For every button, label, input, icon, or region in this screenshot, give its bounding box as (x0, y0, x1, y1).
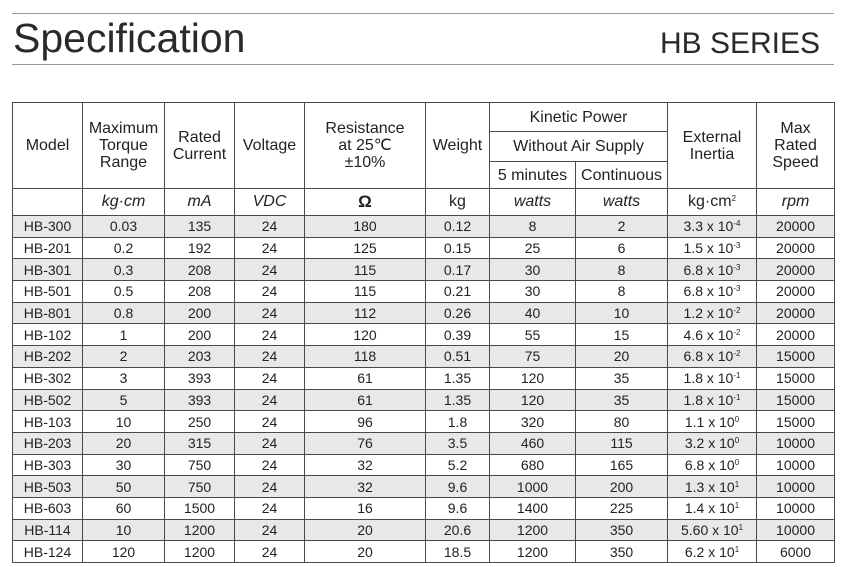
cell-inertia (668, 259, 757, 281)
cell-model: HB-303 (13, 454, 83, 476)
unit-inertia (668, 189, 757, 216)
cell-current: 250 (165, 411, 235, 433)
cell-torque: 0.03 (83, 216, 165, 238)
spec-table (12, 102, 835, 563)
cell-current: 393 (165, 367, 235, 389)
cell-resistance: 115 (305, 259, 426, 281)
inertia-base: 4.6 x 10 (683, 326, 734, 343)
cell-weight: 20.6 (426, 519, 490, 541)
cell-model: HB-203 (13, 432, 83, 454)
inertia-base: 1.4 x 10 (684, 500, 735, 517)
cell-current: 1500 (165, 497, 235, 519)
inertia-exponent: -4 (733, 219, 741, 229)
cell-voltage: 24 (235, 216, 305, 238)
col-inertia: External Inertia (668, 103, 757, 189)
inertia-exponent: -3 (733, 262, 741, 272)
cell-resistance: 32 (305, 476, 426, 498)
cell-power-5min: 1400 (490, 497, 576, 519)
cell-weight: 0.15 (426, 237, 490, 259)
cell-resistance: 20 (305, 541, 426, 563)
cell-weight: 0.21 (426, 281, 490, 303)
inertia-base: 6.8 x 10 (683, 261, 734, 278)
cell-inertia (668, 519, 757, 541)
cell-model: HB-302 (13, 367, 83, 389)
inertia-base: 5.60 x 10 (680, 521, 739, 538)
cell-power-5min: 120 (490, 367, 576, 389)
cell-speed: 20000 (757, 216, 835, 238)
unit-five-min: watts (490, 189, 576, 216)
table-row (13, 497, 835, 519)
unit-weight: kg (426, 189, 490, 216)
unit-inertia-base: kg·cm (688, 193, 732, 210)
col-five-min: 5 minutes (490, 162, 576, 189)
cell-weight: 1.8 (426, 411, 490, 433)
cell-weight: 1.35 (426, 389, 490, 411)
col-torque: Maximum Torque Range (83, 103, 165, 189)
cell-model: HB-103 (13, 411, 83, 433)
spec-table-body (13, 216, 835, 563)
inertia-exponent: -2 (733, 327, 741, 337)
cell-torque: 10 (83, 411, 165, 433)
cell-power-continuous: 8 (576, 281, 668, 303)
cell-weight: 0.12 (426, 216, 490, 238)
cell-weight: 0.26 (426, 302, 490, 324)
cell-current: 200 (165, 302, 235, 324)
cell-power-continuous: 6 (576, 237, 668, 259)
cell-torque: 120 (83, 541, 165, 563)
inertia-exponent: -1 (733, 371, 741, 381)
col-weight: Weight (426, 103, 490, 189)
table-row (13, 432, 835, 454)
cell-voltage: 24 (235, 259, 305, 281)
cell-voltage: 24 (235, 302, 305, 324)
table-row (13, 454, 835, 476)
inertia-exponent: 1 (734, 501, 740, 511)
cell-voltage: 24 (235, 454, 305, 476)
inertia-base: 6.8 x 10 (683, 348, 734, 365)
cell-weight: 1.35 (426, 367, 490, 389)
col-without-air: Without Air Supply (490, 132, 668, 162)
inertia-base: 6.8 x 10 (684, 456, 735, 473)
table-row (13, 346, 835, 368)
cell-speed: 10000 (757, 476, 835, 498)
cell-speed: 10000 (757, 432, 835, 454)
cell-speed: 20000 (757, 302, 835, 324)
cell-torque: 5 (83, 389, 165, 411)
cell-power-5min: 1000 (490, 476, 576, 498)
cell-torque: 0.3 (83, 259, 165, 281)
inertia-exponent: 1 (738, 522, 744, 532)
col-resistance: Resistance at 25℃±10% (305, 103, 426, 189)
inertia-base: 1.8 x 10 (683, 391, 734, 408)
cell-inertia (668, 324, 757, 346)
unit-speed: rpm (757, 189, 835, 216)
cell-power-5min: 30 (490, 281, 576, 303)
cell-power-5min: 320 (490, 411, 576, 433)
cell-model: HB-124 (13, 541, 83, 563)
cell-voltage: 24 (235, 411, 305, 433)
unit-continuous: watts (576, 189, 668, 216)
col-model: Model (13, 103, 83, 189)
cell-speed: 15000 (757, 411, 835, 433)
cell-inertia (668, 281, 757, 303)
table-row (13, 519, 835, 541)
inertia-base: 1.8 x 10 (683, 370, 734, 387)
col-voltage: Voltage (235, 103, 305, 189)
cell-resistance: 96 (305, 411, 426, 433)
cell-resistance: 32 (305, 454, 426, 476)
cell-power-continuous: 115 (576, 432, 668, 454)
inertia-base: 3.3 x 10 (683, 218, 734, 235)
cell-torque: 60 (83, 497, 165, 519)
cell-speed: 20000 (757, 237, 835, 259)
cell-power-continuous: 225 (576, 497, 668, 519)
table-row (13, 281, 835, 303)
cell-speed: 6000 (757, 541, 835, 563)
cell-power-5min: 55 (490, 324, 576, 346)
cell-power-5min: 25 (490, 237, 576, 259)
cell-speed: 15000 (757, 367, 835, 389)
cell-inertia (668, 411, 757, 433)
cell-current: 1200 (165, 519, 235, 541)
inertia-base: 3.2 x 10 (684, 435, 735, 452)
inertia-base: 1.1 x 10 (684, 413, 735, 430)
cell-speed: 10000 (757, 519, 835, 541)
cell-power-5min: 40 (490, 302, 576, 324)
cell-model: HB-201 (13, 237, 83, 259)
unit-model (13, 189, 83, 216)
cell-inertia (668, 237, 757, 259)
cell-power-continuous: 165 (576, 454, 668, 476)
cell-resistance: 61 (305, 389, 426, 411)
cell-inertia (668, 454, 757, 476)
cell-current: 203 (165, 346, 235, 368)
inertia-exponent: -1 (733, 392, 741, 402)
cell-voltage: 24 (235, 367, 305, 389)
table-row (13, 389, 835, 411)
unit-resistance: Ω (305, 189, 426, 216)
inertia-base: 6.2 x 10 (684, 543, 735, 560)
cell-current: 208 (165, 281, 235, 303)
cell-model: HB-603 (13, 497, 83, 519)
cell-resistance: 125 (305, 237, 426, 259)
cell-voltage: 24 (235, 237, 305, 259)
cell-model: HB-502 (13, 389, 83, 411)
col-speed: Max Rated Speed (757, 103, 835, 189)
cell-current: 192 (165, 237, 235, 259)
inertia-base: 1.2 x 10 (683, 305, 734, 322)
table-row (13, 476, 835, 498)
cell-weight: 0.51 (426, 346, 490, 368)
cell-resistance: 120 (305, 324, 426, 346)
cell-model: HB-300 (13, 216, 83, 238)
col-kinetic-power: Kinetic Power (490, 103, 668, 132)
cell-weight: 0.17 (426, 259, 490, 281)
cell-speed: 10000 (757, 454, 835, 476)
cell-current: 393 (165, 389, 235, 411)
cell-weight: 18.5 (426, 541, 490, 563)
inertia-base: 1.5 x 10 (683, 240, 734, 257)
cell-speed: 15000 (757, 389, 835, 411)
cell-inertia (668, 476, 757, 498)
unit-inertia-exp: 2 (731, 194, 737, 203)
inertia-exponent: -2 (733, 349, 741, 359)
cell-power-5min: 75 (490, 346, 576, 368)
cell-power-continuous: 20 (576, 346, 668, 368)
cell-current: 208 (165, 259, 235, 281)
cell-power-5min: 680 (490, 454, 576, 476)
table-row (13, 324, 835, 346)
cell-inertia (668, 346, 757, 368)
cell-model: HB-503 (13, 476, 83, 498)
inertia-exponent: 0 (734, 457, 740, 467)
table-row (13, 259, 835, 281)
inertia-exponent: 1 (734, 479, 740, 489)
cell-resistance: 118 (305, 346, 426, 368)
cell-inertia (668, 389, 757, 411)
cell-torque: 20 (83, 432, 165, 454)
cell-model: HB-801 (13, 302, 83, 324)
cell-model: HB-102 (13, 324, 83, 346)
unit-current: mA (165, 189, 235, 216)
cell-torque: 0.2 (83, 237, 165, 259)
cell-weight: 5.2 (426, 454, 490, 476)
cell-power-5min: 30 (490, 259, 576, 281)
table-row (13, 237, 835, 259)
cell-current: 135 (165, 216, 235, 238)
inertia-exponent: -3 (733, 241, 741, 251)
inertia-exponent: -2 (733, 306, 741, 316)
inertia-exponent: 0 (734, 414, 740, 424)
cell-resistance: 180 (305, 216, 426, 238)
inertia-exponent: -3 (733, 284, 741, 294)
inertia-exponent: 1 (734, 544, 740, 554)
cell-inertia (668, 497, 757, 519)
cell-resistance: 16 (305, 497, 426, 519)
cell-power-continuous: 2 (576, 216, 668, 238)
cell-inertia (668, 541, 757, 563)
cell-speed: 20000 (757, 259, 835, 281)
cell-model: HB-114 (13, 519, 83, 541)
inertia-base: 6.8 x 10 (683, 283, 734, 300)
cell-torque: 50 (83, 476, 165, 498)
unit-torque: kg·cm (83, 189, 165, 216)
cell-model: HB-202 (13, 346, 83, 368)
cell-resistance: 112 (305, 302, 426, 324)
cell-power-continuous: 350 (576, 519, 668, 541)
header-rule-bottom (12, 64, 834, 65)
inertia-base: 1.3 x 10 (684, 478, 735, 495)
cell-torque: 30 (83, 454, 165, 476)
cell-current: 200 (165, 324, 235, 346)
cell-power-continuous: 350 (576, 541, 668, 563)
cell-inertia (668, 432, 757, 454)
cell-speed: 15000 (757, 346, 835, 368)
cell-power-5min: 1200 (490, 541, 576, 563)
cell-torque: 0.5 (83, 281, 165, 303)
cell-power-continuous: 8 (576, 259, 668, 281)
cell-power-continuous: 35 (576, 389, 668, 411)
table-row (13, 541, 835, 563)
table-row (13, 216, 835, 238)
cell-current: 1200 (165, 541, 235, 563)
cell-torque: 0.8 (83, 302, 165, 324)
col-continuous: Continuous (576, 162, 668, 189)
cell-power-5min: 460 (490, 432, 576, 454)
cell-torque: 3 (83, 367, 165, 389)
cell-power-continuous: 80 (576, 411, 668, 433)
cell-power-continuous: 15 (576, 324, 668, 346)
table-row (13, 411, 835, 433)
page-title: Specification (13, 15, 246, 61)
cell-power-5min: 120 (490, 389, 576, 411)
cell-power-5min: 8 (490, 216, 576, 238)
cell-inertia (668, 216, 757, 238)
col-current: Rated Current (165, 103, 235, 189)
cell-torque: 1 (83, 324, 165, 346)
cell-weight: 0.39 (426, 324, 490, 346)
cell-speed: 10000 (757, 497, 835, 519)
cell-voltage: 24 (235, 389, 305, 411)
cell-resistance: 115 (305, 281, 426, 303)
cell-speed: 20000 (757, 281, 835, 303)
cell-torque: 2 (83, 346, 165, 368)
cell-torque: 10 (83, 519, 165, 541)
cell-weight: 9.6 (426, 476, 490, 498)
table-row (13, 302, 835, 324)
series-label: HB SERIES (659, 27, 820, 60)
cell-speed: 20000 (757, 324, 835, 346)
cell-power-5min: 1200 (490, 519, 576, 541)
cell-voltage: 24 (235, 519, 305, 541)
cell-voltage: 24 (235, 281, 305, 303)
cell-model: HB-301 (13, 259, 83, 281)
cell-voltage: 24 (235, 324, 305, 346)
cell-current: 750 (165, 454, 235, 476)
cell-power-continuous: 10 (576, 302, 668, 324)
cell-voltage: 24 (235, 541, 305, 563)
cell-model: HB-501 (13, 281, 83, 303)
inertia-exponent: 0 (734, 436, 740, 446)
cell-resistance: 76 (305, 432, 426, 454)
cell-inertia (668, 367, 757, 389)
cell-current: 750 (165, 476, 235, 498)
cell-weight: 3.5 (426, 432, 490, 454)
cell-voltage: 24 (235, 497, 305, 519)
cell-power-continuous: 200 (576, 476, 668, 498)
cell-voltage: 24 (235, 432, 305, 454)
cell-power-continuous: 35 (576, 367, 668, 389)
cell-voltage: 24 (235, 346, 305, 368)
cell-resistance: 61 (305, 367, 426, 389)
cell-resistance: 20 (305, 519, 426, 541)
table-row (13, 367, 835, 389)
cell-weight: 9.6 (426, 497, 490, 519)
unit-voltage: VDC (235, 189, 305, 216)
cell-current: 315 (165, 432, 235, 454)
cell-inertia (668, 302, 757, 324)
cell-voltage: 24 (235, 476, 305, 498)
